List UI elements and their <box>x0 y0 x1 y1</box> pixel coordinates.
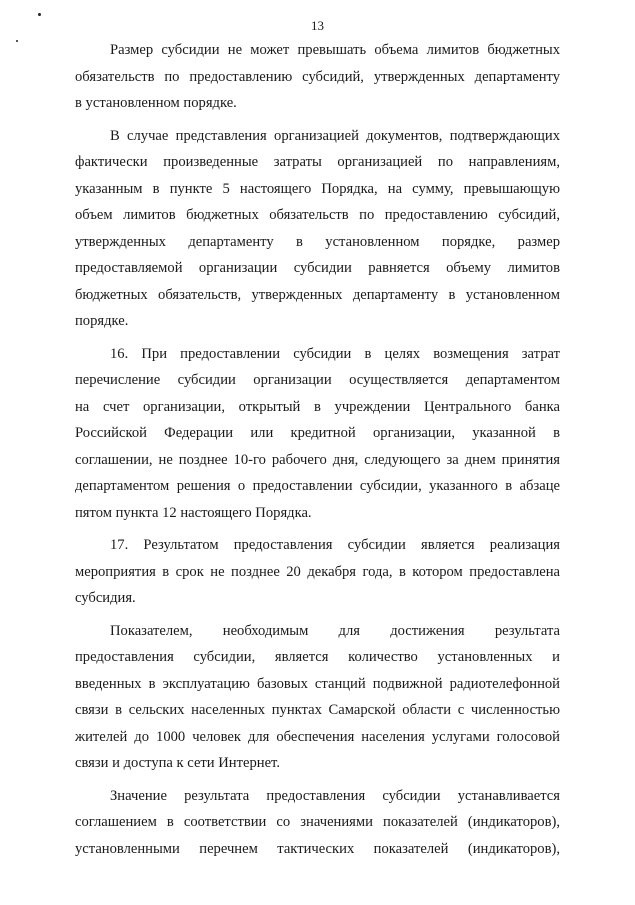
text-line: Российской Федерации или кредитной организации, указанной в <box>75 425 560 441</box>
text-line: установленными перечнем тактических показателей (индикаторов), <box>75 840 560 857</box>
page-number: 13 <box>311 18 324 33</box>
text-line: соглашении, не позднее 10-го рабочего дня, следующего за днем принятия <box>75 451 560 468</box>
text-line: субсидия. <box>75 590 136 606</box>
text-line: предоставляемой организации субсидии равняется объему лимитов <box>75 260 560 276</box>
scan-speck <box>16 40 18 42</box>
text-line: соглашением в соответствии со значениями показателей (индикаторов), <box>75 814 560 830</box>
paragraph <box>75 532 560 612</box>
text-line: пятом пункта 12 настоящего Порядка. <box>75 504 312 521</box>
text-line: введенных в эксплуатацию базовых станций подвижной радиотелефонной <box>75 675 560 692</box>
text-line: мероприятия в срок не позднее 20 декабря года, в котором предоставлена <box>75 563 560 580</box>
text-line: жителей до 1000 человек для обеспечения населения услугами голосовой <box>75 728 560 745</box>
text-line: на счет организации, открытый в учреждении Центрального банка <box>75 398 560 415</box>
text-line: в установленном порядке. <box>75 95 237 111</box>
text-line: 17. Результатом предоставления субсидии является реализация <box>110 537 560 553</box>
text-line: 16. При предоставлении субсидии в целях возмещения затрат <box>110 345 560 362</box>
text-line: департаментом решения о предоставлении субсидии, указанного в абзаце <box>75 478 560 494</box>
text-line: утвержденных департаменту в установленном порядке, размер <box>75 233 560 250</box>
text-line: бюджетных обязательств, утвержденных департаменту в установленном <box>75 286 560 303</box>
text-line: указанным в пункте 5 настоящего Порядка, на сумму, превышающую <box>75 180 560 197</box>
paragraph <box>75 618 560 777</box>
text-line: связи в сельских населенных пунктах Самарской области с численностью <box>75 702 560 718</box>
text-line: фактически произведенные затраты организацией по направлениям, <box>75 154 560 170</box>
paragraph <box>75 341 560 527</box>
text-line: В случае представления организацией документов, подтверждающих <box>110 127 560 144</box>
paragraph <box>75 783 560 863</box>
paragraph <box>75 123 560 335</box>
text-line: объем лимитов бюджетных обязательств по предоставлению субсидий, <box>75 207 560 223</box>
text-line: Размер субсидии не может превышать объема лимитов бюджетных <box>110 42 560 58</box>
text-line: Значение результата предоставления субсидии устанавливается <box>110 787 560 804</box>
text-line: предоставления субсидии, является количество установленных и <box>75 649 560 665</box>
paragraph <box>75 37 560 117</box>
document-body <box>75 37 560 868</box>
scan-speck <box>38 13 41 16</box>
text-line: перечисление субсидии организации осуществляется департаментом <box>75 372 560 388</box>
text-line: порядке. <box>75 313 129 329</box>
text-line: связи и доступа к сети Интернет. <box>75 755 280 771</box>
text-line: обязательств по предоставлению субсидий, утвержденных департаменту <box>75 68 560 85</box>
text-line: Показателем, необходимым для достижения результата <box>110 622 560 639</box>
